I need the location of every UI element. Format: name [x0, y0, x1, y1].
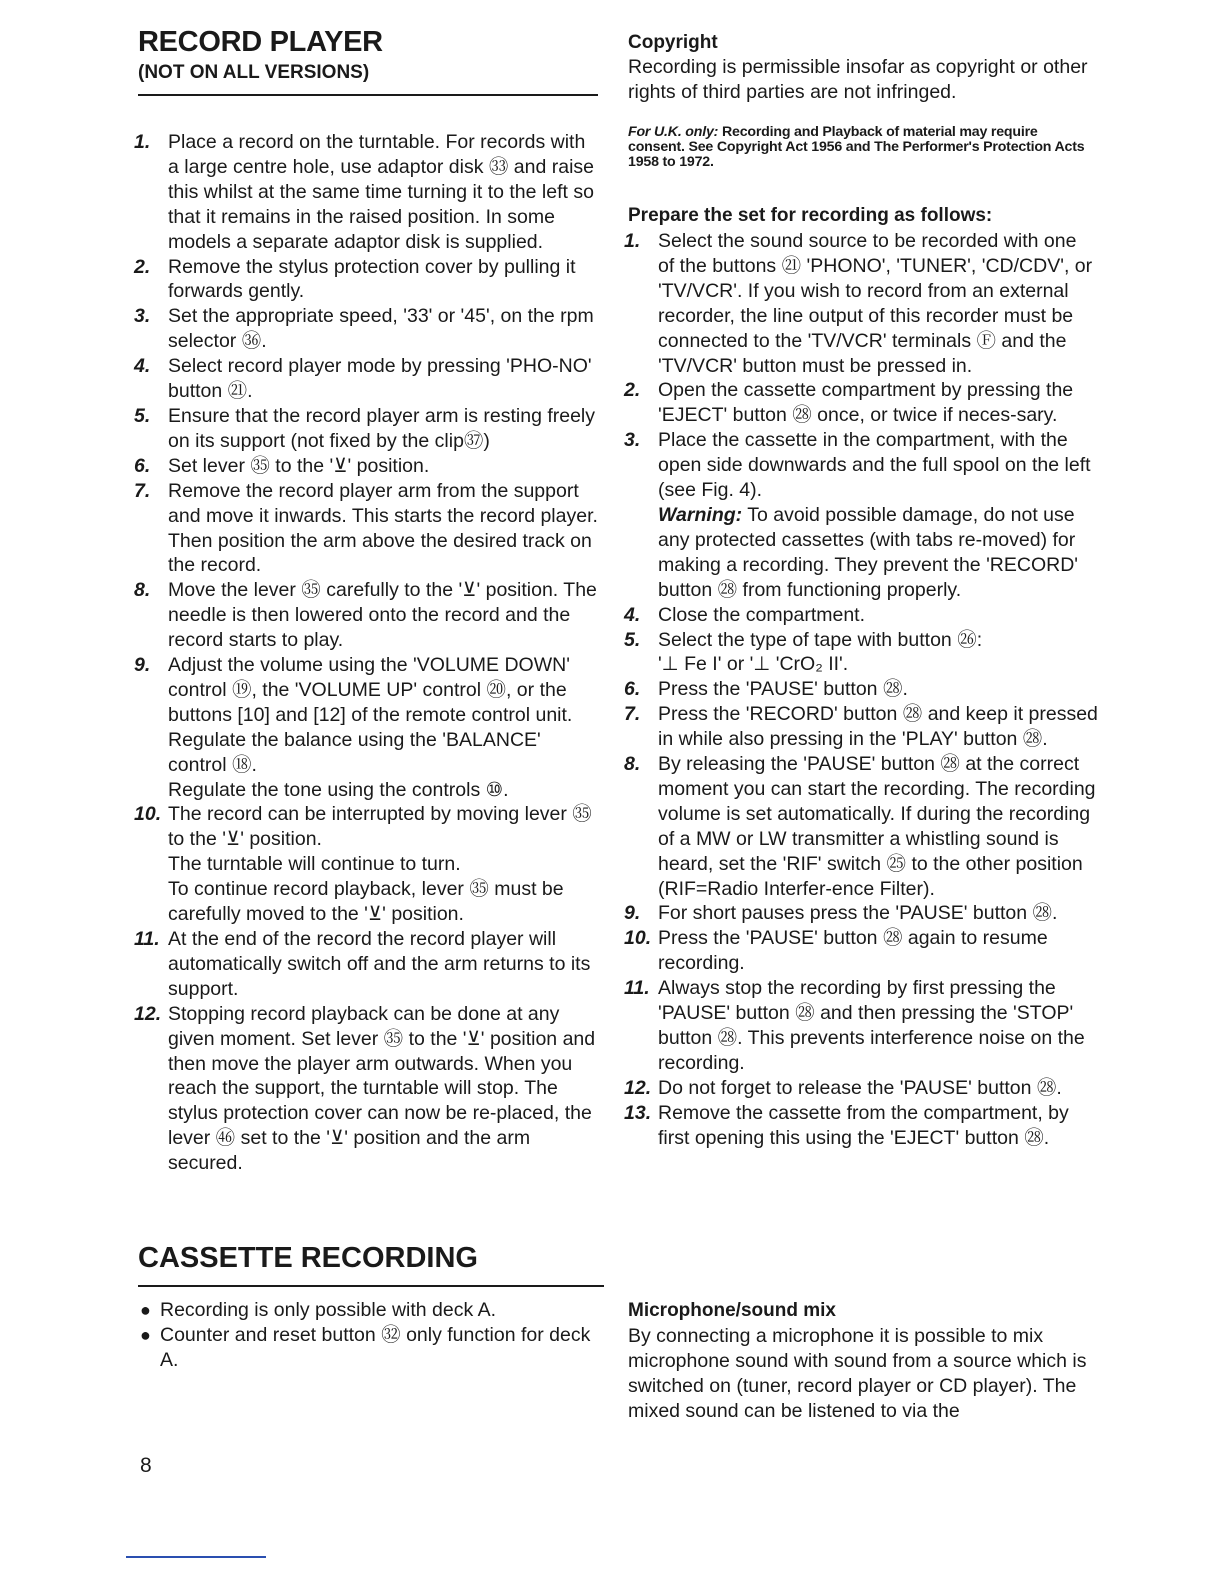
- list-item: 11. Always stop the recording by first pressing the 'PAUSE' button ㉘ and then pressing the 'STOP' button ㉘. This prevents interference noise on the recording.: [624, 977, 1085, 1074]
- prepare-heading: Prepare the set for recording as follows:: [628, 205, 993, 226]
- list-item: 13. Remove the cassette from the compartment, by first opening this using the 'EJECT' button ㉘.: [624, 1101, 1069, 1149]
- bullet-icon: ●: [140, 1325, 151, 1345]
- list-item: 7. Press the 'RECORD' button ㉘ and keep it pressed in while also pressing in the 'PLAY' button ㉘.: [624, 703, 1098, 751]
- list-item: 4. Select record player mode by pressing 'PHO-NO' button ㉑.: [134, 355, 592, 403]
- cassette-title-rule: [138, 1285, 604, 1287]
- list-item: 5. Select the type of tape with button ㉖: '⊥ Fe I' or '⊥ 'CrO₂ II'.: [624, 628, 983, 676]
- section-subtitle: (NOT ON ALL VERSIONS): [138, 62, 370, 83]
- title-rule: [138, 94, 598, 96]
- list-item: 2. Remove the stylus protection cover by pulling it forwards gently.: [134, 255, 576, 303]
- section-title-record-player: RECORD PLAYER: [138, 26, 383, 58]
- bullet-icon: ●: [140, 1300, 151, 1320]
- copyright-text: Recording is permissible insofar as copyright or other rights of third parties are not infringed.: [628, 56, 1088, 103]
- list-item: 5. Ensure that the record player arm is resting freely on its support (not fixed by the clip㊲): [134, 404, 596, 452]
- list-item: 8. By releasing the 'PAUSE' button ㉘ at the correct moment you can start the recording. The recording volume is set automatically. If during the recording of a MW or LW transmitter a whistling sound is heard, set the 'RIF' switch ㉕ to the other position (RIF=Radio Interfer-ence Filter).: [624, 753, 1096, 900]
- list-item: 10. The record can be interrupted by moving lever ㉟ to the '⊻' position. The turntable will continue to turn. To continue record playback, lever ㉟ must be carefully moved to the '⊻' position.: [134, 803, 592, 926]
- microphone-text: By connecting a microphone it is possible to mix microphone sound with sound from a source which is switched on (tuner, record player or CD player). The mixed sound can be listened to via the: [628, 1325, 1087, 1422]
- list-item: 11. At the end of the record the record player will automatically switch off and the arm returns to its support.: [134, 928, 591, 1000]
- list-item: 12. Do not forget to release the 'PAUSE' button ㉘.: [624, 1076, 1062, 1099]
- list-item: 6. Set lever ㉟ to the '⊻' position.: [134, 454, 430, 477]
- list-item: 7. Remove the record player arm from the support and move it inwards. This starts the record player. Then position the arm above the desired track on the record.: [134, 479, 598, 577]
- list-item: 1. Select the sound source to be recorded with one of the buttons ㉑ 'PHONO', 'TUNER', 'CD/CDV', or 'TV/VCR'. If you wish to record from an external recorder, the line output of this recorder must be connected to the 'TV/VCR' terminals Ⓕ and the 'TV/VCR' button must be pressed in.: [624, 230, 1093, 377]
- scan-edge-line: [126, 1556, 266, 1558]
- list-item: ● Counter and reset button ㉜ only function for deck A.: [140, 1324, 591, 1371]
- list-item: 1. Place a record on the turntable. For records with a large centre hole, use adaptor disk ㉝ and raise this whilst at the same time turning it to the left so that it remains in the raised position. In some models a separate adaptor disk is supplied.: [134, 131, 595, 253]
- list-item: 12. Stopping record playback can be done at any given moment. Set lever ㉟ to the '⊻' position and then move the player arm outwards. When you reach the support, the turntable will stop. The stylus protection cover can now be re-placed, the lever ㊻ set to the '⊻' position and the arm secured.: [134, 1002, 596, 1175]
- record-player-steps: [134, 130, 600, 1176]
- cassette-bullets: [138, 1298, 600, 1373]
- list-item: 4. Close the compartment.: [624, 603, 866, 626]
- list-item: 2. Open the cassette compartment by pressing the 'EJECT' button ㉘ once, or twice if neces-sary.: [624, 379, 1074, 427]
- list-item: ● Recording is only possible with deck A.: [140, 1299, 497, 1321]
- recording-steps: [624, 229, 1098, 1151]
- microphone-heading: Microphone/sound mix: [628, 1300, 836, 1321]
- section-title-cassette-recording: CASSETTE RECORDING: [138, 1242, 478, 1274]
- list-item: 3. Place the cassette in the compartment, with the open side downwards and the full spool on the left (see Fig. 4). Warning: To avoid possible damage, do not use any protected cassettes (with tabs re-moved) for making a recording. They prevent the 'RECORD' button ㉘ from functioning properly.: [624, 429, 1091, 601]
- list-item: 6. Press the 'PAUSE' button ㉘.: [624, 678, 908, 701]
- uk-note-text: Recording and Playback of material may require consent. See Copyright Act 1956 and The Performer's Protection Acts 1958 to 1972.: [628, 124, 1085, 170]
- uk-note-label: For U.K. only:: [628, 124, 719, 140]
- copyright-heading: Copyright: [628, 32, 718, 53]
- list-item: 8. Move the lever ㉟ carefully to the '⊻' position. The needle is then lowered onto the record and the record starts to play.: [134, 579, 597, 652]
- list-item: 3. Set the appropriate speed, '33' or '45', on the rpm selector ㊱.: [134, 305, 594, 353]
- page-number: 8: [140, 1454, 152, 1477]
- list-item: 9. Adjust the volume using the 'VOLUME DOWN' control ⑲, the 'VOLUME UP' control ⑳, or the buttons [10] and [12] of the remote control unit. Regulate the balance using the 'BALANCE' control ⑱. Regulate the tone using the controls ⑩.: [134, 654, 573, 801]
- list-item: 10. Press the 'PAUSE' button ㉘ again to resume recording.: [624, 927, 1048, 975]
- list-item: 9. For short pauses press the 'PAUSE' button ㉘.: [624, 902, 1058, 925]
- uk-note: [628, 125, 1098, 170]
